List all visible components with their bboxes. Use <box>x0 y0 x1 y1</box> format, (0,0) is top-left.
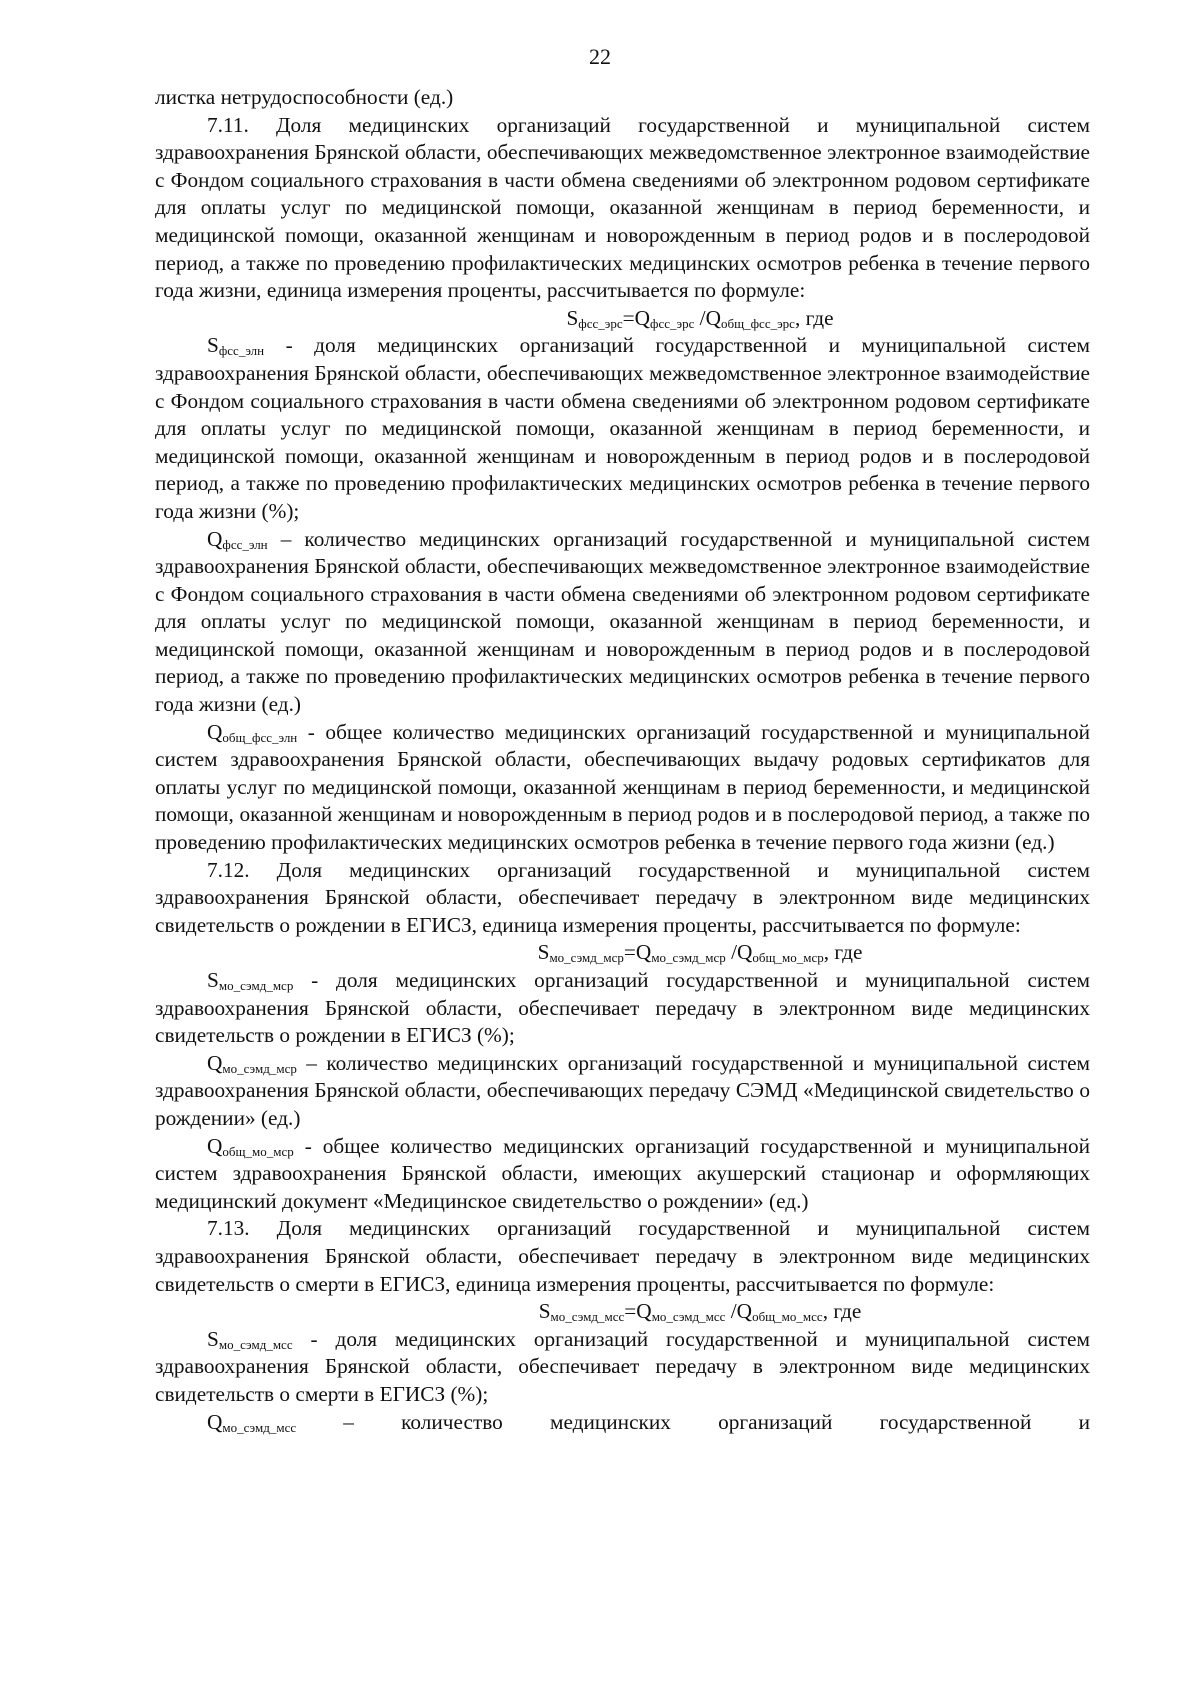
definition-q-obsch-fss-eln: $Q_{общ\_фсс\_элн}$ - общее количество медицинских организаций государственной и муниципальной систем здравоохранения Брянской области, обеспечивающих выдачу родовых сертификатов для оплаты услуг по медицинской помощи, оказанной женщинам в период беременности, и медицинской помощи, оказанной женщинам и новорожденным в период родов и в послеродовой период, а также по проведению профилактических медицинских осмотров ребенка в течение первого года жизни (ед.) <box>155 719 1090 855</box>
definition-variable: $S_{мо\_сэмд\_мср}$ <box>207 968 294 993</box>
definition-s-mo-semd-msr: $S_{мо\_сэмд\_мср}$ - доля медицинских организаций государственной и муниципальной систем здравоохранения Брянской области, обеспечивает передачу в электронном виде медицинских свидетельств о рождении в ЕГИСЗ (%); <box>155 968 1090 1048</box>
definition-variable: $Q_{мо\_сэмд\_мсс}$ <box>207 1409 297 1435</box>
formula-denominator-var: $Q_{общ\_фсс\_эрс}$ <box>705 305 795 331</box>
definition-variable: $S_{фсс\_элн}$ <box>207 333 265 359</box>
definition-q-mo-semd-msr: $Q_{мо\_сэмд\_мср}$ – количество медицинских организаций государственной и муниципальной систем здравоохранения Брянской области, обеспечивающих передачу СЭМД «Медицинской свидетельство о рождении» (ед.) <box>155 1050 1090 1130</box>
section-7-12: 7.12. Доля медицинских организаций государственной и муниципальной систем здравоохранения Брянской области, обеспечивает передачу в электронном виде медицинских свидетельств о рождении в ЕГИСЗ, единица измерения проценты, рассчитывается по формуле: <box>155 857 1090 937</box>
document-body <box>155 84 1090 1436</box>
definition-q-obsch-mo-msr: $Q_{общ\_мо\_мср}$ - общее количество медицинских организаций государственной и муниципальной систем здравоохранения Брянской области, имеющих акушерский стационар и оформляющих медицинский документ «Медицинское свидетельство о рождении» (ед.) <box>155 1133 1090 1213</box>
section-7-13: 7.13. Доля медицинских организаций государственной и муниципальной систем здравоохранения Брянской области, обеспечивает передачу в электронном виде медицинских свидетельств о смерти в ЕГИСЗ, единица измерения проценты, рассчитывается по формуле: <box>155 1216 1090 1296</box>
formula-result-var: $S_{мо\_сэмд\_мср}$ <box>537 940 624 966</box>
formula-result-var: $S_{фсс\_эрс}$ <box>566 305 623 331</box>
definition-q-mo-semd-mss: $Q_{мо\_сэмд\_мсс}$ – количество медицинских организаций государственной и <box>207 1409 1090 1435</box>
definition-variable: $Q_{фсс\_элн}$ <box>207 526 268 552</box>
formula-numerator-var: $Q_{фсс\_эрс}$ <box>634 305 695 331</box>
formula-numerator-var: $Q_{мо\_сэмд\_мсс}$ <box>636 1299 726 1325</box>
definition-variable: $S_{мо\_сэмд\_мсс}$ <box>207 1326 293 1352</box>
definition-s-mo-semd-mss: $S_{мо\_сэмд\_мсс}$ - доля медицинских организаций государственной и муниципальной систем здравоохранения Брянской области, обеспечивает передачу в электронном виде медицинских свидетельств о смерти в ЕГИСЗ (%); <box>155 1326 1090 1406</box>
definition-q-fss-eln: $Q_{фсс\_элн}$ – количество медицинских организаций государственной и муниципальной систем здравоохранения Брянской области, обеспечивающих межведомственное электронное взаимодействие с Фондом социального страхования в части обмена сведениями об электронном родовом сертификате для оплаты услуг по медицинской помощи, оказанной женщинам в период беременности, и медицинской помощи, оказанной женщинам и новорожденным в период родов и в послеродовой период, а также по проведению профилактических медицинских осмотров ребенка в течение первого года жизни (ед.) <box>155 526 1090 717</box>
formula-result-var: $S_{мо\_сэмд\_мсс}$ <box>538 1299 625 1325</box>
formula-denominator-var: $Q_{общ\_мо\_мср}$ <box>737 940 824 966</box>
section-7-11: 7.11. Доля медицинских организаций государственной и муниципальной систем здравоохранения Брянской области, обеспечивающих межведомственное электронное взаимодействие с Фондом социального страхования в части обмена сведениями об электронном родовом сертификате для оплаты услуг по медицинской помощи, оказанной женщинам в период беременности, и медицинской помощи, оказанной женщинам и новорожденным в период родов и в послеродовой период, а также по проведению профилактических медицинских осмотров ребенка в течение первого года жизни, единица измерения проценты, рассчитывается по формуле: <box>155 112 1090 303</box>
formula-denominator-var: $Q_{общ\_мо\_мсс}$ <box>736 1299 823 1325</box>
paragraph-continuation: листка нетрудоспособности (ед.) <box>155 85 454 109</box>
definition-variable: $Q_{общ\_мо\_мср}$ <box>207 1133 294 1159</box>
formula-7-13: $S_{мо\_сэмд\_мсс}=Q_{мо\_сэмд\_мсс}$ $/Q_{общ\_мо\_мсс}$, где <box>538 1299 862 1325</box>
definition-variable: $Q_{мо\_сэмд\_мср}$ <box>207 1050 297 1076</box>
definition-variable: $Q_{общ\_фсс\_элн}$ <box>207 719 298 745</box>
formula-numerator-var: $Q_{мо\_сэмд\_мср}$ <box>635 940 726 966</box>
formula-7-12: $S_{мо\_сэмд\_мср}=Q_{мо\_сэмд\_мср}$ $/Q_{общ\_мо\_мср}$, где <box>537 940 863 966</box>
formula-7-11: $S_{фсс\_эрс}=Q_{фсс\_эрс}$ $/Q_{общ\_фсс\_эрс}$, где <box>566 305 834 331</box>
page-number: 22 <box>589 44 611 69</box>
definition-s-fss-eln: $S_{фсс\_элн}$ - доля медицинских организаций государственной и муниципальной систем здравоохранения Брянской области, обеспечивающих межведомственное электронное взаимодействие с Фондом социального страхования в части обмена сведениями об электронном родовом сертификате для оплаты услуг по медицинской помощи, оказанной женщинам в период беременности, и медицинской помощи, оказанной женщинам и новорожденным в период родов и в послеродовой период, а также по проведению профилактических медицинских осмотров ребенка в течение первого года жизни (%); <box>155 333 1090 523</box>
